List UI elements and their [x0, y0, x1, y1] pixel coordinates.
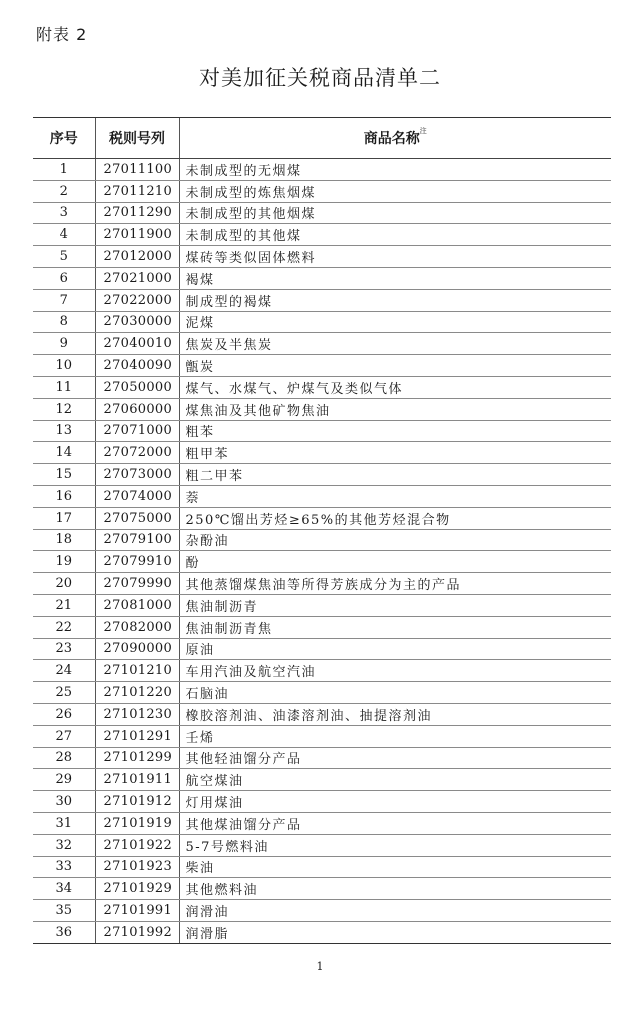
row-product-name: 制成型的褐煤 — [179, 289, 611, 311]
page-number: 1 — [316, 960, 324, 973]
row-index: 14 — [33, 442, 95, 464]
table-row — [33, 159, 611, 181]
row-product-name: 泥煤 — [179, 311, 611, 333]
row-product-name: 航空煤油 — [179, 769, 611, 791]
row-product-name: 橡胶溶剂油、油漆溶剂油、抽提溶剂油 — [179, 703, 611, 725]
row-index: 28 — [33, 747, 95, 769]
row-index: 7 — [33, 289, 95, 311]
row-product-name: 粗二甲苯 — [179, 464, 611, 486]
row-tariff-code: 27081000 — [95, 594, 179, 616]
row-product-name: 萘 — [179, 485, 611, 507]
table-row — [33, 660, 611, 682]
table-row — [33, 573, 611, 595]
row-tariff-code: 27101992 — [95, 921, 179, 943]
table-row — [33, 812, 611, 834]
table-row — [33, 878, 611, 900]
row-tariff-code: 27101919 — [95, 812, 179, 834]
table-row — [33, 638, 611, 660]
row-index: 22 — [33, 616, 95, 638]
row-product-name: 250℃馏出芳烃≥65%的其他芳烃混合物 — [179, 507, 611, 529]
row-tariff-code: 27101929 — [95, 878, 179, 900]
row-tariff-code: 27101922 — [95, 834, 179, 856]
row-tariff-code: 27090000 — [95, 638, 179, 660]
row-tariff-code: 27071000 — [95, 420, 179, 442]
row-tariff-code: 27101220 — [95, 682, 179, 704]
row-index: 32 — [33, 834, 95, 856]
row-tariff-code: 27079910 — [95, 551, 179, 573]
table-row — [33, 267, 611, 289]
row-tariff-code: 27060000 — [95, 398, 179, 420]
table-row — [33, 289, 611, 311]
row-product-name: 原油 — [179, 638, 611, 660]
row-product-name: 粗甲苯 — [179, 442, 611, 464]
row-index: 21 — [33, 594, 95, 616]
table-row — [33, 834, 611, 856]
row-product-name: 甑炭 — [179, 355, 611, 377]
row-tariff-code: 27072000 — [95, 442, 179, 464]
table-row — [33, 900, 611, 922]
row-tariff-code: 27101912 — [95, 791, 179, 813]
row-index: 36 — [33, 921, 95, 943]
table-row — [33, 202, 611, 224]
row-tariff-code: 27021000 — [95, 267, 179, 289]
row-product-name: 杂酚油 — [179, 529, 611, 551]
table-row — [33, 769, 611, 791]
table-row — [33, 333, 611, 355]
row-product-name: 其他煤油馏分产品 — [179, 812, 611, 834]
row-index: 3 — [33, 202, 95, 224]
table-row — [33, 551, 611, 573]
table-row — [33, 376, 611, 398]
row-tariff-code: 27050000 — [95, 376, 179, 398]
row-index: 30 — [33, 791, 95, 813]
table-body — [33, 159, 611, 944]
row-tariff-code: 27101230 — [95, 703, 179, 725]
header-name-note: 注 — [419, 127, 427, 135]
row-index: 23 — [33, 638, 95, 660]
row-index: 20 — [33, 573, 95, 595]
row-tariff-code: 27101210 — [95, 660, 179, 682]
row-index: 27 — [33, 725, 95, 747]
table-row — [33, 246, 611, 268]
table-row — [33, 507, 611, 529]
table-row — [33, 725, 611, 747]
row-index: 2 — [33, 180, 95, 202]
row-index: 8 — [33, 311, 95, 333]
row-tariff-code: 27079100 — [95, 529, 179, 551]
table-row — [33, 921, 611, 943]
row-index: 9 — [33, 333, 95, 355]
row-product-name: 煤砖等类似固体燃料 — [179, 246, 611, 268]
annex-label: 附表 2 — [36, 25, 88, 44]
row-index: 18 — [33, 529, 95, 551]
table-row — [33, 703, 611, 725]
row-tariff-code: 27011900 — [95, 224, 179, 246]
row-index: 35 — [33, 900, 95, 922]
row-index: 31 — [33, 812, 95, 834]
row-tariff-code: 27079990 — [95, 573, 179, 595]
row-index: 19 — [33, 551, 95, 573]
document-title: 对美加征关税商品清单二 — [199, 66, 441, 90]
row-index: 29 — [33, 769, 95, 791]
row-product-name: 粗苯 — [179, 420, 611, 442]
row-tariff-code: 27011100 — [95, 159, 179, 181]
table-row — [33, 616, 611, 638]
row-product-name: 未制成型的无烟煤 — [179, 159, 611, 181]
row-product-name: 煤焦油及其他矿物焦油 — [179, 398, 611, 420]
row-product-name: 润滑脂 — [179, 921, 611, 943]
row-product-name: 焦炭及半焦炭 — [179, 333, 611, 355]
table-header-row — [33, 118, 611, 159]
row-tariff-code: 27075000 — [95, 507, 179, 529]
row-product-name: 焦油制沥青焦 — [179, 616, 611, 638]
row-tariff-code: 27101911 — [95, 769, 179, 791]
row-index: 10 — [33, 355, 95, 377]
table-row — [33, 355, 611, 377]
row-product-name: 未制成型的其他烟煤 — [179, 202, 611, 224]
table-row — [33, 442, 611, 464]
row-product-name: 5-7号燃料油 — [179, 834, 611, 856]
row-tariff-code: 27101991 — [95, 900, 179, 922]
table-row — [33, 224, 611, 246]
row-product-name: 未制成型的炼焦烟煤 — [179, 180, 611, 202]
header-name-label: 商品名称 — [363, 131, 420, 147]
row-tariff-code: 27030000 — [95, 311, 179, 333]
table-row — [33, 398, 611, 420]
row-index: 34 — [33, 878, 95, 900]
row-product-name: 车用汽油及航空汽油 — [179, 660, 611, 682]
row-index: 12 — [33, 398, 95, 420]
row-index: 1 — [33, 159, 95, 181]
row-tariff-code: 27012000 — [95, 246, 179, 268]
table-row — [33, 594, 611, 616]
table-row — [33, 420, 611, 442]
row-index: 11 — [33, 376, 95, 398]
header-code — [95, 118, 179, 159]
tariff-goods-table — [33, 117, 611, 944]
row-index: 4 — [33, 224, 95, 246]
row-index: 24 — [33, 660, 95, 682]
table-row — [33, 311, 611, 333]
row-index: 17 — [33, 507, 95, 529]
table-row — [33, 747, 611, 769]
row-tariff-code: 27101923 — [95, 856, 179, 878]
row-tariff-code: 27074000 — [95, 485, 179, 507]
row-index: 6 — [33, 267, 95, 289]
row-product-name: 未制成型的其他煤 — [179, 224, 611, 246]
table-row — [33, 791, 611, 813]
header-index-label: 序号 — [49, 131, 78, 147]
row-tariff-code: 27101291 — [95, 725, 179, 747]
row-tariff-code: 27082000 — [95, 616, 179, 638]
row-index: 16 — [33, 485, 95, 507]
row-product-name: 石脑油 — [179, 682, 611, 704]
row-tariff-code: 27040090 — [95, 355, 179, 377]
row-index: 25 — [33, 682, 95, 704]
row-tariff-code: 27011210 — [95, 180, 179, 202]
table-row — [33, 529, 611, 551]
row-product-name: 灯用煤油 — [179, 791, 611, 813]
table-row — [33, 856, 611, 878]
row-index: 26 — [33, 703, 95, 725]
row-index: 15 — [33, 464, 95, 486]
row-product-name: 其他燃料油 — [179, 878, 611, 900]
row-index: 33 — [33, 856, 95, 878]
row-index: 5 — [33, 246, 95, 268]
row-product-name: 褐煤 — [179, 267, 611, 289]
row-product-name: 煤气、水煤气、炉煤气及类似气体 — [179, 376, 611, 398]
table-row — [33, 682, 611, 704]
row-tariff-code: 27022000 — [95, 289, 179, 311]
row-product-name: 壬烯 — [179, 725, 611, 747]
header-name — [179, 118, 611, 159]
table-row — [33, 464, 611, 486]
row-product-name: 焦油制沥青 — [179, 594, 611, 616]
row-product-name: 酚 — [179, 551, 611, 573]
row-product-name: 润滑油 — [179, 900, 611, 922]
row-tariff-code: 27101299 — [95, 747, 179, 769]
row-tariff-code: 27011290 — [95, 202, 179, 224]
table-row — [33, 180, 611, 202]
header-index — [33, 118, 95, 159]
header-code-label: 税则号列 — [109, 131, 165, 147]
row-index: 13 — [33, 420, 95, 442]
row-product-name: 其他轻油馏分产品 — [179, 747, 611, 769]
row-tariff-code: 27040010 — [95, 333, 179, 355]
row-product-name: 其他蒸馏煤焦油等所得芳族成分为主的产品 — [179, 573, 611, 595]
table-row — [33, 485, 611, 507]
row-product-name: 柴油 — [179, 856, 611, 878]
row-tariff-code: 27073000 — [95, 464, 179, 486]
